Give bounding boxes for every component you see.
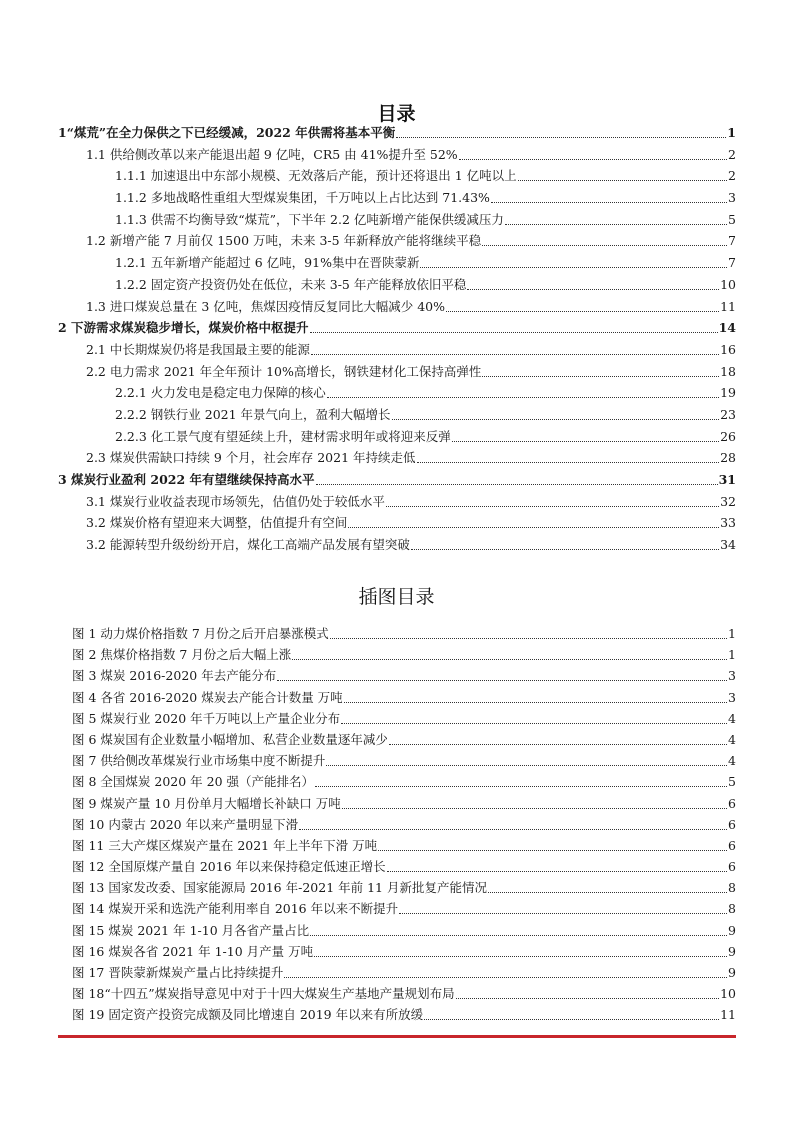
toc-entry-page: 28 (720, 450, 736, 466)
dot-leader (420, 267, 727, 268)
figure-entry-text: 图 2 焦煤价格指数 7 月份之后大幅上涨 (72, 648, 292, 663)
dot-leader (310, 332, 718, 333)
toc-entry[interactable] (58, 473, 736, 487)
toc-entry-text: 2.1 中长期煤炭仍将是我国最主要的能源 (86, 342, 310, 357)
figure-entry-text: 图 5 煤炭行业 2020 年千万吨以上产量企业分布 (72, 711, 341, 726)
figure-entry-text: 图 9 煤炭产量 10 月份单月大幅增长补缺口 万吨 (72, 796, 341, 811)
dot-leader (411, 549, 719, 550)
figure-entry-page: 6 (728, 837, 736, 853)
toc-entry-text: 3.2 煤炭价格有望迎来大调整，估值提升有空间 (86, 516, 348, 531)
toc-entry-text: 2.2.3 化工景气度有望延续上升，建材需求明年或将迎来反弹 (115, 429, 451, 444)
dot-leader (284, 977, 727, 978)
toc-entry-page: 34 (720, 537, 736, 553)
figure-entry-text: 图 10 内蒙古 2020 年以来产量明显下滑 (72, 817, 299, 832)
figure-entry-page: 4 (728, 731, 736, 747)
figure-entry-text: 图 16 煤炭各省 2021 年 1-10 月产量 万吨 (72, 944, 314, 959)
dot-leader (342, 808, 727, 809)
figure-entry-page: 1 (728, 626, 736, 641)
dot-leader (467, 289, 719, 290)
figure-entry-page: 11 (720, 1007, 736, 1023)
dot-leader (459, 159, 727, 160)
figure-entry-page: 8 (728, 901, 736, 917)
figure-entry-page: 10 (720, 986, 736, 1002)
dot-leader (311, 354, 719, 355)
figure-entry[interactable] (58, 945, 736, 959)
toc-entry-text: 1.2.2 固定资产投资仍处在低位，未来 3-5 年产能释放依旧平稳 (115, 277, 467, 292)
figure-entry-text: 图 1 动力煤价格指数 7 月份之后开启暴涨模式 (72, 627, 329, 641)
toc-entry[interactable] (58, 495, 736, 509)
toc-entry-text: 2 下游需求煤炭稳步增长，煤炭价格中枢提升 (58, 321, 309, 336)
toc-entry[interactable] (58, 300, 736, 314)
figure-entry-text: 图 19 固定资产投资完成额及同比增速自 2019 年以来有所放缓 (72, 1008, 424, 1023)
dot-leader (505, 224, 727, 225)
dot-leader (424, 1019, 719, 1020)
toc-entry-text: 1.3 进口煤炭总量在 3 亿吨，焦煤因疫情反复同比大幅减少 40% (86, 299, 446, 314)
dot-leader (292, 659, 727, 660)
figure-entry[interactable] (58, 669, 736, 683)
figure-entry[interactable] (58, 902, 736, 916)
figure-entry-text: 图 7 供给侧改革煤炭行业市场集中度不断提升 (72, 754, 326, 769)
dot-leader (341, 723, 727, 724)
toc-entry[interactable] (58, 538, 736, 552)
dot-leader (315, 786, 727, 787)
dot-leader (491, 202, 727, 203)
figure-entry[interactable] (58, 797, 736, 811)
toc-title: 目录 (377, 103, 416, 125)
toc-entry-text: 1.2 新增产能 7 月前仅 1500 万吨，未来 3-5 年新释放产能将继续平稳 (86, 234, 482, 249)
toc-entry-page: 5 (728, 211, 736, 227)
dot-leader (392, 419, 720, 420)
figure-entry[interactable] (58, 860, 736, 874)
toc-entry[interactable] (58, 234, 736, 248)
toc-entry-text: 1.2.1 五年新增产能超过 6 亿吨，91%集中在晋陕蒙新 (115, 256, 420, 271)
dot-leader (310, 935, 727, 936)
dot-leader (446, 311, 719, 312)
toc-entry[interactable] (58, 343, 736, 357)
toc-entry[interactable] (58, 126, 736, 140)
dot-leader (330, 638, 727, 639)
dot-leader (389, 744, 727, 745)
toc-entry-page: 11 (720, 298, 736, 314)
toc-entry-page: 7 (728, 233, 736, 249)
figure-entry-text: 图 8 全国煤炭 2020 年 20 强（产能排名） (72, 775, 315, 790)
toc-entry-page: 19 (720, 385, 736, 401)
figure-entry-text: 图 4 各省 2016-2020 煤炭去产能合计数量 万吨 (72, 690, 343, 705)
dot-leader (344, 702, 727, 703)
figure-entry-text: 图 3 煤炭 2016-2020 年去产能分布 (72, 669, 277, 684)
figure-entry-page: 5 (728, 774, 736, 790)
toc-entry[interactable] (58, 213, 736, 227)
toc-entry-text: 1.1 供给侧改革以来产能退出超 9 亿吨，CR5 由 41%提升至 52% (86, 147, 458, 162)
figure-entry-text: 图 13 国家发改委、国家能源局 2016 年-2021 年前 11 月新批复产能情况 (72, 881, 487, 896)
figure-entry[interactable] (58, 966, 736, 980)
toc-entry-text: 2.2.1 火力发电是稳定电力保障的核心 (115, 386, 326, 401)
figure-entry[interactable] (58, 839, 736, 853)
dot-leader (327, 397, 719, 398)
toc-entry-text: 2.3 煤炭供需缺口持续 9 个月，社会库存 2021 年持续走低 (86, 451, 416, 466)
dot-leader (378, 850, 727, 851)
toc-entry[interactable] (58, 430, 736, 444)
dot-leader (314, 956, 727, 957)
toc-entry[interactable] (58, 148, 736, 162)
toc-entry-text: 3.1 煤炭行业收益表现市场领先，估值仍处于较低水平 (86, 494, 385, 509)
figure-entry-text: 图 6 煤炭国有企业数量小幅增加、私营企业数量逐年减少 (72, 732, 388, 747)
dot-leader (299, 829, 727, 830)
toc-entry-page: 1 (727, 125, 736, 140)
toc-list (58, 126, 736, 560)
toc-entry-page: 16 (720, 341, 736, 357)
figure-entry[interactable] (58, 924, 736, 938)
toc-entry-page: 26 (720, 428, 736, 444)
figure-entry-page: 9 (728, 965, 736, 980)
figure-entry-page: 9 (728, 922, 736, 938)
footer-divider (58, 1035, 736, 1038)
figure-entry-page: 3 (728, 689, 736, 705)
toc-entry-text: 2.2.2 钢铁行业 2021 年景气向上，盈利大幅增长 (115, 407, 391, 422)
figure-entry[interactable] (58, 881, 736, 895)
figure-entry-page: 4 (728, 710, 736, 726)
figure-entry-text: 图 12 全国原煤产量自 2016 年以来保持稳定低速正增长 (72, 860, 386, 875)
dot-leader (348, 527, 719, 528)
dot-leader (482, 245, 727, 246)
toc-entry-page: 32 (720, 493, 736, 509)
dot-leader (396, 137, 726, 138)
dot-leader (386, 506, 719, 507)
figure-entry[interactable] (58, 987, 736, 1001)
toc-entry-text: 1.1.1 加速退出中东部小规模、无效落后产能，预计还将退出 1 亿吨以上 (115, 169, 517, 184)
figure-list (58, 627, 736, 1030)
figure-entry[interactable] (58, 733, 736, 747)
toc-entry[interactable] (58, 191, 736, 205)
toc-entry[interactable] (58, 365, 736, 379)
toc-entry-page: 18 (720, 363, 736, 379)
toc-entry-text: 1.1.2 多地战略性重组大型煤炭集团，千万吨以上占比达到 71.43% (115, 191, 490, 206)
figure-entry-page: 6 (728, 795, 736, 811)
figure-entry-text: 图 17 晋陕蒙新煤炭产量占比持续提升 (72, 966, 284, 980)
toc-entry[interactable] (58, 386, 736, 400)
figure-entry[interactable] (58, 818, 736, 832)
toc-entry[interactable] (58, 256, 736, 270)
dot-leader (482, 376, 719, 377)
toc-entry-page: 31 (718, 472, 736, 487)
dot-leader (518, 180, 727, 181)
figure-entry-page: 4 (728, 753, 736, 769)
dot-leader (452, 441, 719, 442)
toc-entry-text: 1“煤荒”在全力保供之下已经缓减，2022 年供需将基本平衡 (58, 126, 396, 140)
toc-entry-page: 2 (728, 168, 736, 184)
toc-entry-text: 2.2 电力需求 2021 年全年预计 10%高增长，钢铁建材化工保持高弹性 (86, 364, 482, 379)
toc-entry-page: 14 (718, 320, 736, 336)
toc-entry[interactable] (58, 169, 736, 183)
toc-entry-page: 2 (728, 146, 736, 162)
figure-entry[interactable] (58, 1008, 736, 1022)
figure-entry[interactable] (58, 712, 736, 726)
dot-leader (387, 871, 727, 872)
figure-entry-text: 图 15 煤炭 2021 年 1-10 月各省产量占比 (72, 923, 310, 938)
toc-entry[interactable] (58, 321, 736, 335)
dot-leader (326, 765, 727, 766)
figure-entry-page: 3 (728, 668, 736, 684)
figure-entry-text: 图 11 三大产煤区煤炭产量在 2021 年上半年下滑 万吨 (72, 838, 378, 853)
figure-entry[interactable] (58, 648, 736, 662)
figure-entry-text: 图 14 煤炭开采和选洗产能利用率自 2016 年以来不断提升 (72, 902, 399, 917)
toc-entry[interactable] (58, 516, 736, 530)
figure-entry[interactable] (58, 775, 736, 789)
figure-entry-page: 8 (728, 880, 736, 896)
dot-leader (417, 462, 720, 463)
toc-entry-page: 33 (720, 515, 736, 531)
figure-entry-page: 1 (728, 647, 736, 663)
figure-entry-page: 6 (728, 859, 736, 875)
figure-entry[interactable] (58, 754, 736, 768)
dot-leader (277, 680, 727, 681)
toc-entry-text: 1.1.3 供需不均衡导致“煤荒”，下半年 2.2 亿吨新增产能保供缓减压力 (115, 212, 504, 227)
figure-list-title: 插图目录 (358, 586, 435, 608)
figure-entry-text: 图 18“十四五”煤炭指导意见中对于十四大煤炭生产基地产量规划布局 (72, 987, 455, 1002)
toc-entry-page: 7 (728, 255, 736, 271)
figure-entry-page: 9 (728, 943, 736, 959)
dot-leader (316, 484, 718, 485)
toc-entry-text: 3 煤炭行业盈利 2022 年有望继续保持高水平 (58, 473, 315, 487)
toc-entry-page: 10 (720, 276, 736, 292)
toc-entry-text: 3.2 能源转型升级纷纷开启，煤化工高端产品发展有望突破 (86, 538, 410, 553)
dot-leader (456, 998, 719, 999)
toc-entry[interactable] (58, 408, 736, 422)
toc-entry-page: 3 (728, 190, 736, 206)
toc-entry[interactable] (58, 451, 736, 465)
toc-entry[interactable] (58, 278, 736, 292)
figure-entry-page: 6 (728, 816, 736, 832)
dot-leader (399, 913, 727, 914)
figure-entry[interactable] (58, 691, 736, 705)
dot-leader (488, 892, 727, 893)
figure-entry[interactable] (58, 627, 736, 641)
toc-entry-page: 23 (720, 406, 736, 422)
